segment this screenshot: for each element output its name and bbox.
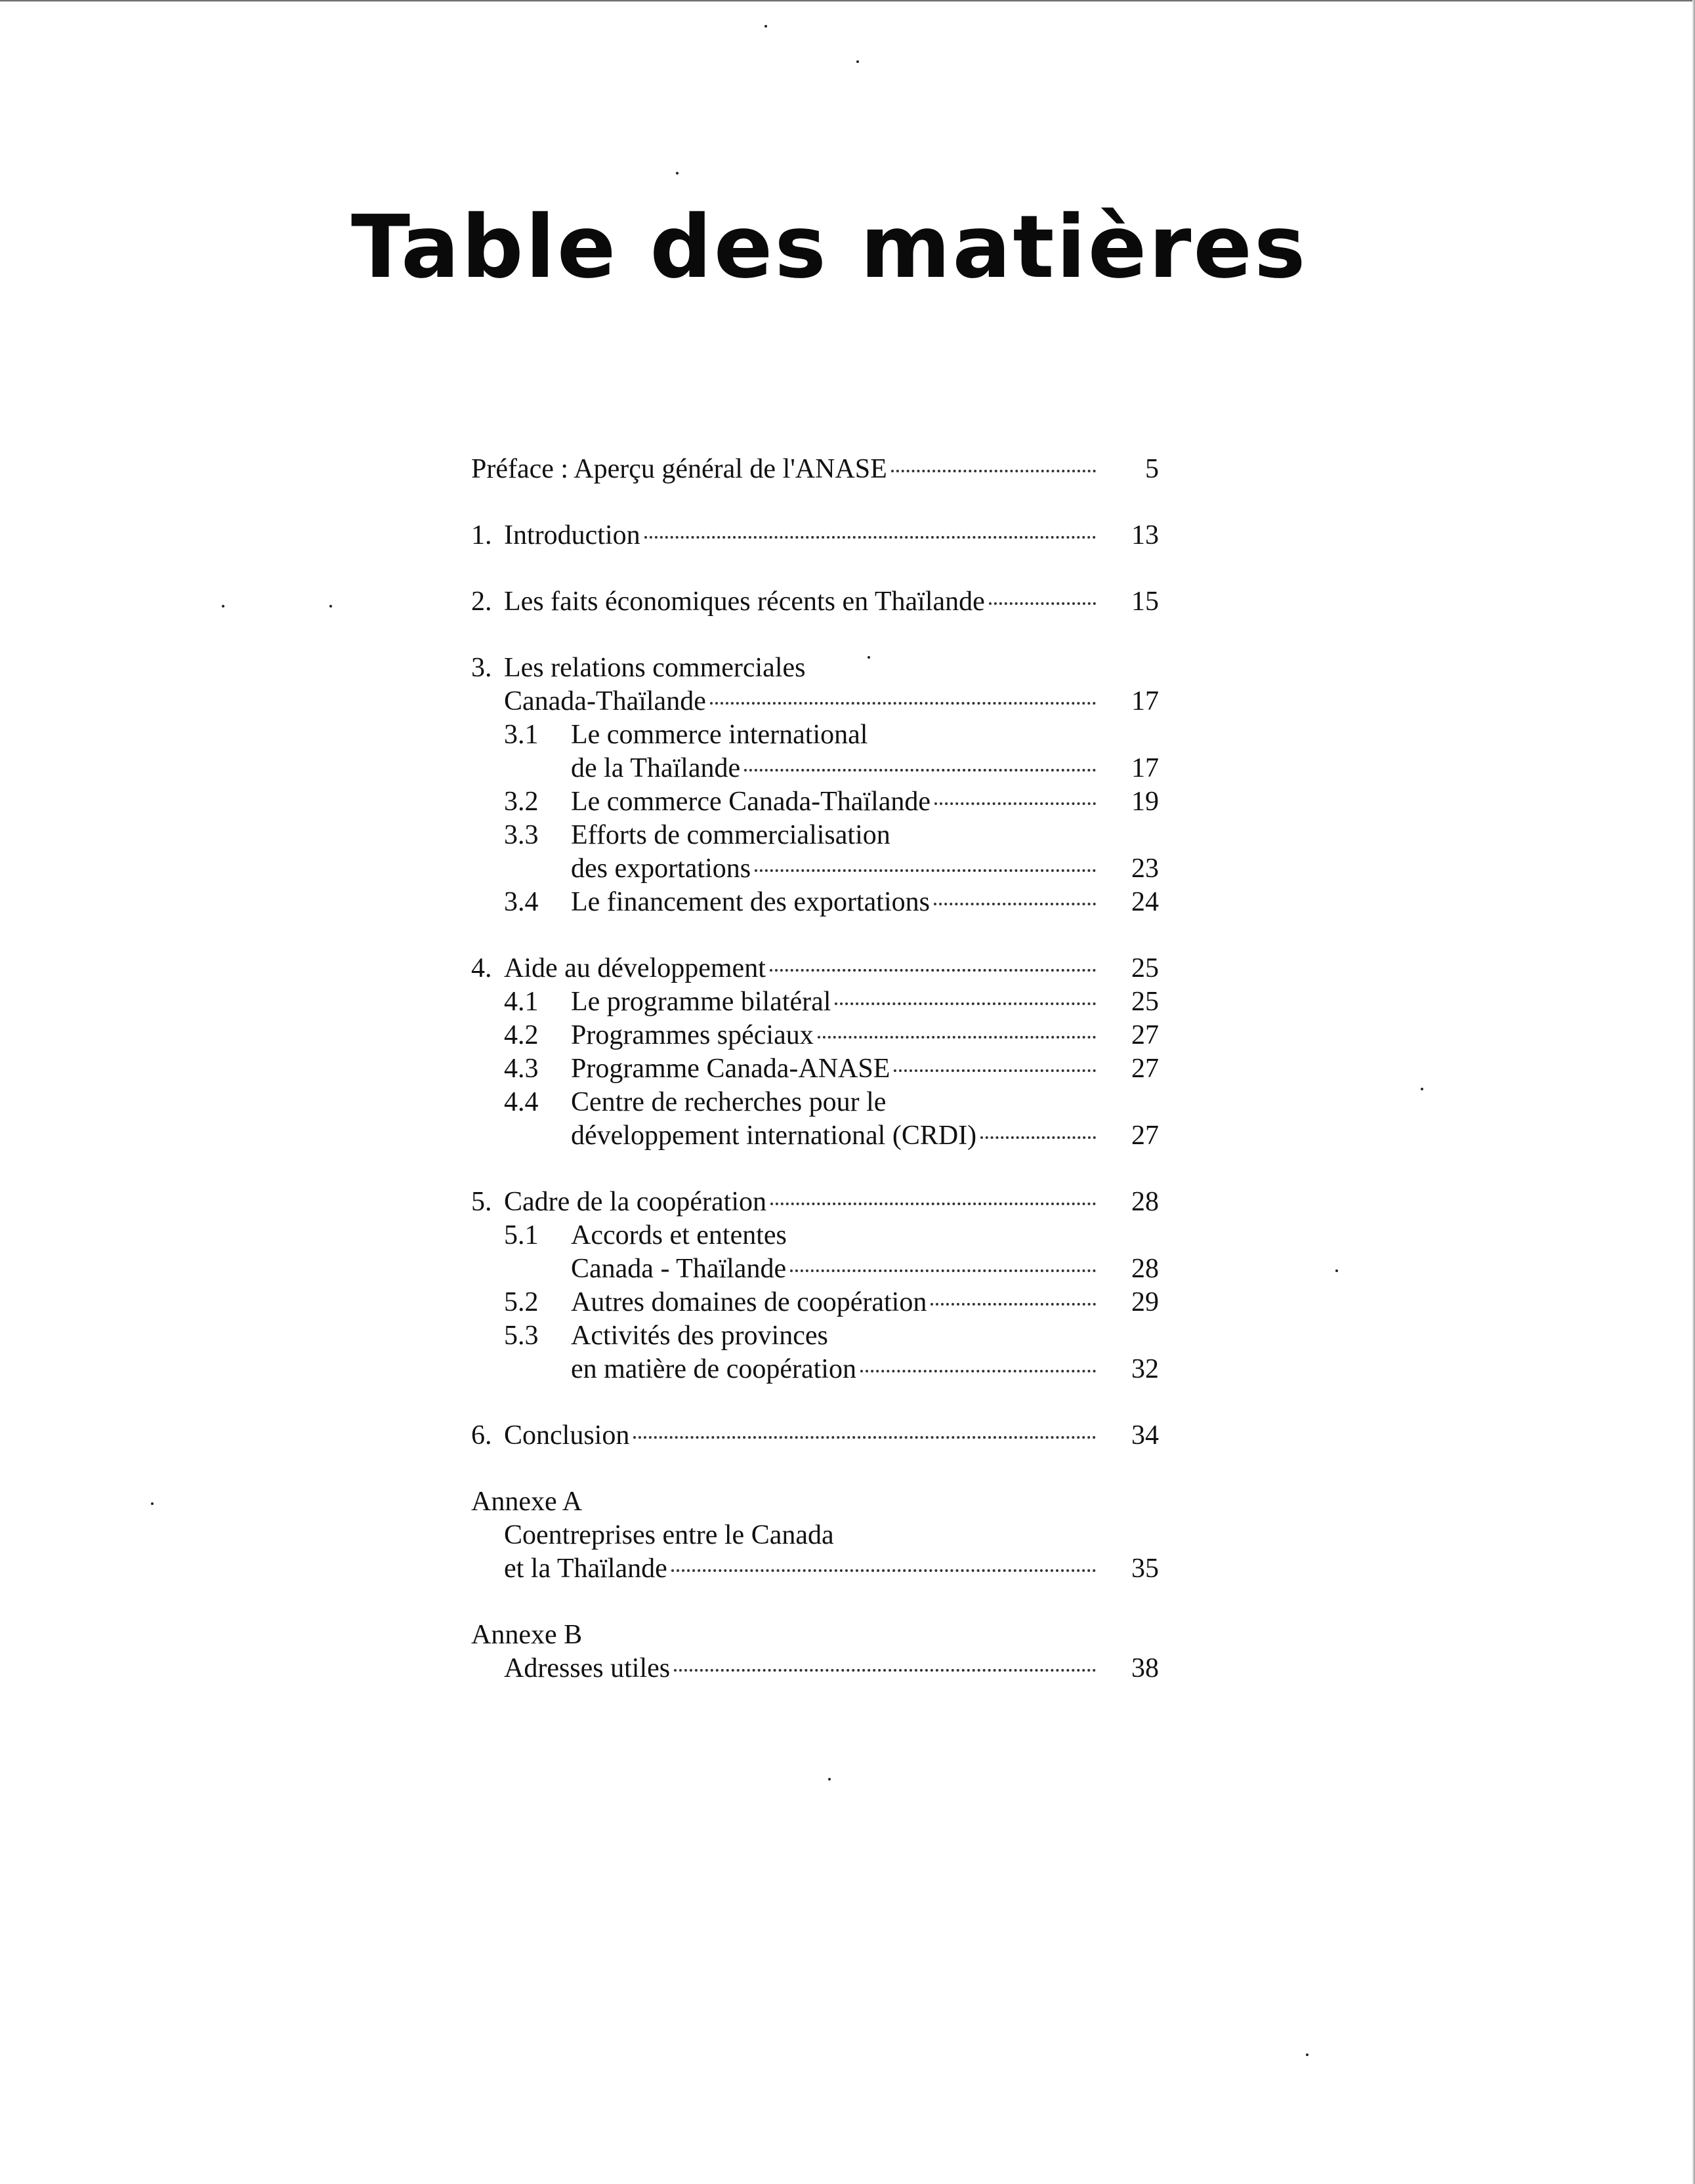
page-number: 25 [1131, 953, 1159, 983]
entry-title: Introduction [504, 520, 640, 550]
scan-speck [856, 60, 859, 63]
entry-title: Aide au développement [504, 953, 766, 983]
toc-subentry[interactable] [471, 1019, 1167, 1052]
toc-subentry[interactable] [471, 785, 1167, 819]
toc-entry-continuation[interactable] [471, 1552, 1167, 1586]
page-number: 15 [1131, 587, 1159, 617]
dot-leader [934, 903, 1096, 905]
entry-title: Programmes spéciaux [571, 1020, 814, 1050]
toc-section-1 [471, 519, 1167, 552]
entry-title: Efforts de commercialisation [571, 820, 890, 850]
entry-title: de la Thaïlande [571, 753, 741, 783]
entry-title: Activités des provinces [571, 1321, 828, 1351]
entry-title: Accords et ententes [571, 1220, 787, 1250]
toc-section-2 [471, 585, 1167, 619]
toc-annex-a [471, 1485, 1167, 1586]
toc-subentry-continuation[interactable] [471, 1353, 1167, 1386]
toc-entry[interactable] [471, 1519, 1167, 1552]
dot-leader [744, 769, 1096, 772]
subsection-number: 3.1 [504, 720, 539, 750]
scan-speck [1421, 1088, 1423, 1090]
dot-leader [894, 1069, 1096, 1072]
toc-entry[interactable] [471, 1652, 1167, 1685]
page-number: 17 [1131, 753, 1159, 783]
dot-leader [934, 802, 1096, 805]
scan-speck [1335, 1269, 1338, 1272]
dot-leader [931, 1303, 1096, 1306]
annex-label: Annexe B [471, 1620, 583, 1650]
scan-edge-top [0, 0, 1695, 2]
page-number: 27 [1131, 1054, 1159, 1084]
toc-entry-continuation[interactable] [471, 685, 1167, 718]
page-number: 25 [1131, 987, 1159, 1017]
entry-title: Programme Canada-ANASE [571, 1054, 890, 1084]
toc-entry[interactable] [471, 1185, 1167, 1219]
subsection-number: 5.3 [504, 1321, 539, 1351]
section-number: 6. [471, 1420, 492, 1451]
subsection-number: 4.1 [504, 987, 539, 1017]
scan-speck [151, 1502, 154, 1505]
toc-entry[interactable] [471, 1419, 1167, 1453]
toc-subentry[interactable] [471, 718, 1167, 752]
page-title: Table des matières [351, 197, 1308, 298]
toc-subentry-continuation[interactable] [471, 1252, 1167, 1286]
table-of-contents [471, 453, 1167, 1718]
section-number: 2. [471, 587, 492, 617]
toc-section-4 [471, 952, 1167, 1153]
subsection-number: 4.2 [504, 1020, 539, 1050]
toc-entry[interactable] [471, 585, 1167, 619]
entry-title: des exportations [571, 854, 751, 884]
entry-title: et la Thaïlande [504, 1554, 667, 1584]
toc-annex-b [471, 1618, 1167, 1685]
page-number: 19 [1131, 787, 1159, 817]
toc-section-6 [471, 1419, 1167, 1453]
page-number: 28 [1131, 1254, 1159, 1284]
dot-leader [891, 470, 1096, 472]
entry-title: Canada - Thaïlande [571, 1254, 787, 1284]
subsection-number: 5.2 [504, 1287, 539, 1317]
entry-title: Le commerce international [571, 720, 868, 750]
page-number: 24 [1131, 887, 1159, 917]
subsection-number: 3.3 [504, 820, 539, 850]
entry-title: Centre de recherches pour le [571, 1087, 887, 1117]
subsection-number: 4.3 [504, 1054, 539, 1084]
entry-title: Les faits économiques récents en Thaïlande [504, 587, 985, 617]
entry-title: Conclusion [504, 1420, 630, 1451]
subsection-number: 4.4 [504, 1087, 539, 1117]
dot-leader [818, 1036, 1096, 1039]
scan-speck [828, 1778, 831, 1781]
section-number: 4. [471, 953, 492, 983]
dot-leader [671, 1569, 1096, 1572]
dot-leader [835, 1002, 1096, 1005]
dot-leader [770, 1203, 1096, 1205]
scan-speck [329, 605, 332, 608]
toc-subentry[interactable] [471, 1086, 1167, 1119]
page-number: 13 [1131, 520, 1159, 550]
annex-heading [471, 1485, 1167, 1519]
entry-title: Cadre de la coopération [504, 1187, 766, 1217]
scan-speck [1306, 2053, 1308, 2056]
toc-preface [471, 453, 1167, 486]
toc-subentry[interactable] [471, 1219, 1167, 1252]
toc-entry[interactable] [471, 651, 1167, 685]
page-number: 34 [1131, 1420, 1159, 1451]
entry-title: Le financement des exportations [571, 887, 930, 917]
toc-subentry[interactable] [471, 1286, 1167, 1319]
toc-subentry[interactable] [471, 985, 1167, 1019]
page-number: 28 [1131, 1187, 1159, 1217]
toc-entry[interactable] [471, 519, 1167, 552]
scan-speck [222, 605, 224, 608]
toc-subentry-continuation[interactable] [471, 752, 1167, 785]
dot-leader [770, 969, 1096, 972]
page-number: 32 [1131, 1354, 1159, 1384]
toc-subentry-continuation[interactable] [471, 1119, 1167, 1153]
entry-title: Préface : Aperçu général de l'ANASE [471, 454, 887, 484]
dot-leader [860, 1370, 1096, 1372]
toc-entry[interactable] [471, 453, 1167, 486]
subsection-number: 3.4 [504, 887, 539, 917]
entry-title: Adresses utiles [504, 1653, 671, 1683]
dot-leader [980, 1136, 1096, 1139]
toc-entry[interactable] [471, 952, 1167, 985]
entry-title: Canada-Thaïlande [504, 686, 706, 716]
entry-title: en matière de coopération [571, 1354, 856, 1384]
subsection-number: 5.1 [504, 1220, 539, 1250]
annex-label: Annexe A [471, 1487, 583, 1517]
page-number: 29 [1131, 1287, 1159, 1317]
entry-title: Coentreprises entre le Canada [504, 1520, 834, 1550]
scan-edge-right [1692, 0, 1695, 2184]
toc-subentry[interactable] [471, 819, 1167, 852]
toc-subentry[interactable] [471, 886, 1167, 919]
dot-leader [989, 602, 1096, 605]
page-number: 38 [1131, 1653, 1159, 1683]
dot-leader [633, 1436, 1096, 1439]
dot-leader [674, 1669, 1096, 1672]
toc-subentry[interactable] [471, 1319, 1167, 1353]
page-number: 17 [1131, 686, 1159, 716]
toc-section-3 [471, 651, 1167, 919]
scan-speck [676, 172, 679, 175]
entry-title: Le commerce Canada-Thaïlande [571, 787, 931, 817]
scan-speck [764, 25, 767, 28]
section-number: 5. [471, 1187, 492, 1217]
subsection-number: 3.2 [504, 787, 539, 817]
entry-title: développement international (CRDI) [571, 1121, 977, 1151]
dot-leader [790, 1269, 1096, 1272]
toc-subentry-continuation[interactable] [471, 852, 1167, 886]
annex-heading [471, 1618, 1167, 1652]
page-number: 23 [1131, 854, 1159, 884]
toc-subentry[interactable] [471, 1052, 1167, 1086]
page-number: 35 [1131, 1554, 1159, 1584]
page-number: 27 [1131, 1020, 1159, 1050]
section-number: 3. [471, 653, 492, 683]
section-number: 1. [471, 520, 492, 550]
entry-title: Le programme bilatéral [571, 987, 831, 1017]
page-number: 5 [1145, 454, 1159, 484]
page-number: 27 [1131, 1121, 1159, 1151]
toc-section-5 [471, 1185, 1167, 1386]
dot-leader [755, 869, 1096, 872]
entry-title: Autres domaines de coopération [571, 1287, 927, 1317]
dot-leader [710, 702, 1096, 705]
dot-leader [644, 536, 1096, 539]
entry-title: Les relations commerciales [504, 653, 806, 683]
